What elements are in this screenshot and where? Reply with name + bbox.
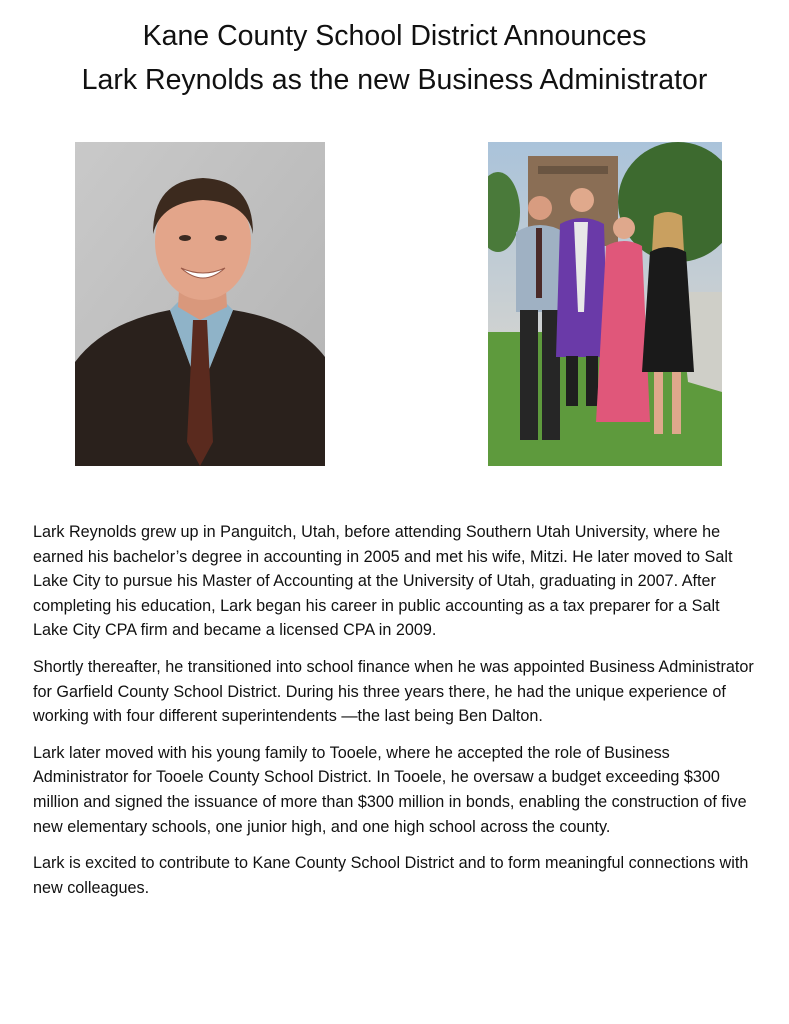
- title-line-2: Lark Reynolds as the new Business Administrator: [81, 64, 708, 96]
- paragraph-3: Lark later moved with his young family to Tooele, where he accepted the role of Business Administrator for Tooele County School District. In Tooele, he oversaw a budget exceeding $300 million and signed the issuance of more than $300 million in bonds, enabling the construction of five new elementary schools, one junior high, and one high school across the county.: [33, 743, 747, 836]
- paragraph-4: Lark is excited to contribute to Kane County School District and to form meaningful connections with new colleagues.: [33, 854, 749, 897]
- article-body: [33, 520, 758, 912]
- title-line-1: Kane County School District Announces: [142, 20, 647, 52]
- paragraph-1: Lark Reynolds grew up in Panguitch, Utah, before attending Southern Utah University, where he earned his bachelor’s degree in accounting in 2005 and met his wife, Mitzi. He later moved to Salt Lake City to pursue his Master of Accounting at the University of Utah, graduating in 2007. After completing his education, Lark began his career in public accounting as a tax preparer for a Salt Lake City CPA firm and became a licensed CPA in 2009.: [33, 523, 733, 640]
- family-image: [488, 142, 722, 466]
- headshot-image: [75, 142, 325, 466]
- paragraph-2: Shortly thereafter, he transitioned into school finance when he was appointed Business Administrator for Garfield County School District. During his three years there, he had the unique experience of working with four different superintendents —the last being Ben Dalton.: [33, 657, 754, 726]
- family-photo: [488, 142, 722, 466]
- headshot-photo: [75, 142, 325, 466]
- announcement-title: [0, 14, 789, 102]
